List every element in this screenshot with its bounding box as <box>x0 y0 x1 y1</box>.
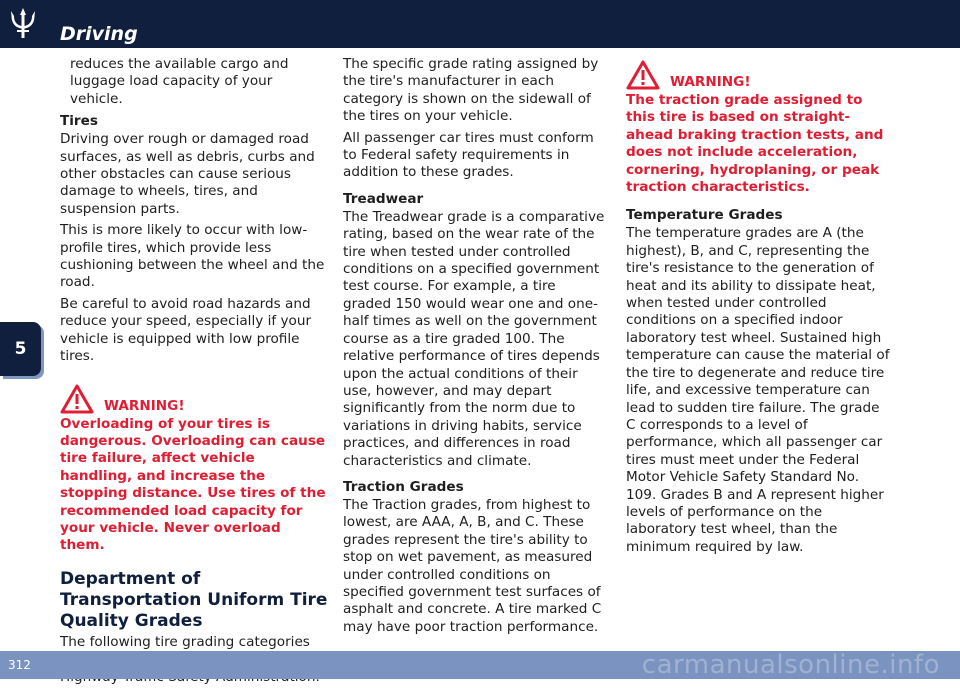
traction-paragraph: The Traction grades, from highest to lowest, are AAA, A, B, and C. These grades represent the tire's ability to stop on wet pavement, as measured under controlled conditions on specified government test surfaces of asphalt and concrete. A tire marked C may have poor traction performance. <box>343 496 602 635</box>
trident-logo-icon <box>8 8 38 40</box>
warning-triangle-icon <box>626 60 660 90</box>
column-2 <box>343 56 605 640</box>
grade-paragraph-2: All passenger car tires must conform to Federal safety requirements in addition to these grades. <box>343 129 594 181</box>
page-footer <box>0 651 960 679</box>
warning-text: The traction grade assigned to this tire is based on straight-ahead braking traction tests, and does not include acceleration, cornering, hydroplaning, or peak traction characteristics. <box>626 92 884 196</box>
tires-heading: Tires <box>60 113 98 130</box>
temperature-paragraph: The temperature grades are A (the highest), B, and C, representing the tire's resistance to the generation of heat and its ability to dissipate heat, when tested under controlled conditions on a specified indoor laboratory test wheel. Sustained high temperature can cause the material of the tire to degenerate and reduce tire life, and excessive temperature can lead to sudden tire failure. The grade C corresponds to a level of performance, which all passenger car tires must meet under the Federal Motor Vehicle Safety Standard No. 109. Grades B and A represent higher levels of performance on the laboratory test wheel, than the minimum required by law. <box>626 225 890 555</box>
watermark: carmanualsonline.info <box>641 650 940 680</box>
dot-paragraph: The following tire grading categories <box>60 633 310 650</box>
tires-paragraph-3: Be careful to avoid road hazards and reduce your speed, especially if your vehicle is equipped with low profile tires. <box>60 295 312 365</box>
section-title: Driving <box>60 23 138 45</box>
chapter-tab: 5 <box>0 322 41 376</box>
column-3 <box>626 56 892 560</box>
page-header <box>0 0 960 48</box>
overload-warning <box>60 384 328 555</box>
warning-label: WARNING! <box>104 397 185 414</box>
tires-paragraph-2: This is more likely to occur with low-profile tires, which provide less cushioning between the wheel and the road. <box>60 222 325 291</box>
warning-text: Overloading of your tires is dangerous. Overloading can cause tire failure, affect vehicle handling, and increase the stopping distance. Use tires of the recommended load capacity for your vehicle. Never overload them. <box>60 415 326 554</box>
intro-text: reduces the available cargo and luggage load capacity of your vehicle. <box>70 56 289 107</box>
page-number: 312 <box>8 658 31 672</box>
dot-heading: Department of Transportation Uniform Tire Quality Grades <box>60 568 328 631</box>
treadwear-paragraph: The Treadwear grade is a comparative rating, based on the wear rate of the tire when tested under controlled conditions on a specified government test course. For example, a tire graded 150 would wear one and one-half times as well on the government course as a tire graded 100. The relative performance of tires depends upon the actual conditions of their use, however, and may depart significantly from the norm due to variations in driving habits, service practices, and differences in road characteristics and climate. <box>343 208 605 469</box>
tires-paragraph-1: Driving over rough or damaged road surfaces, as well as debris, curbs and other obstacles can cause serious damage to wheels, tires, and suspension parts. <box>60 131 315 217</box>
warning-label: WARNING! <box>670 74 751 90</box>
treadwear-heading: Treadwear <box>343 190 424 207</box>
traction-warning <box>626 60 892 196</box>
grade-paragraph-1: The specific grade rating assigned by the tire's manufacturer in each category is shown on the sidewall of the tires on your vehicle. <box>343 56 599 125</box>
temperature-heading: Temperature Grades <box>626 207 783 224</box>
column-1 <box>60 56 328 690</box>
warning-triangle-icon <box>60 384 94 414</box>
traction-heading: Traction Grades <box>343 478 464 495</box>
